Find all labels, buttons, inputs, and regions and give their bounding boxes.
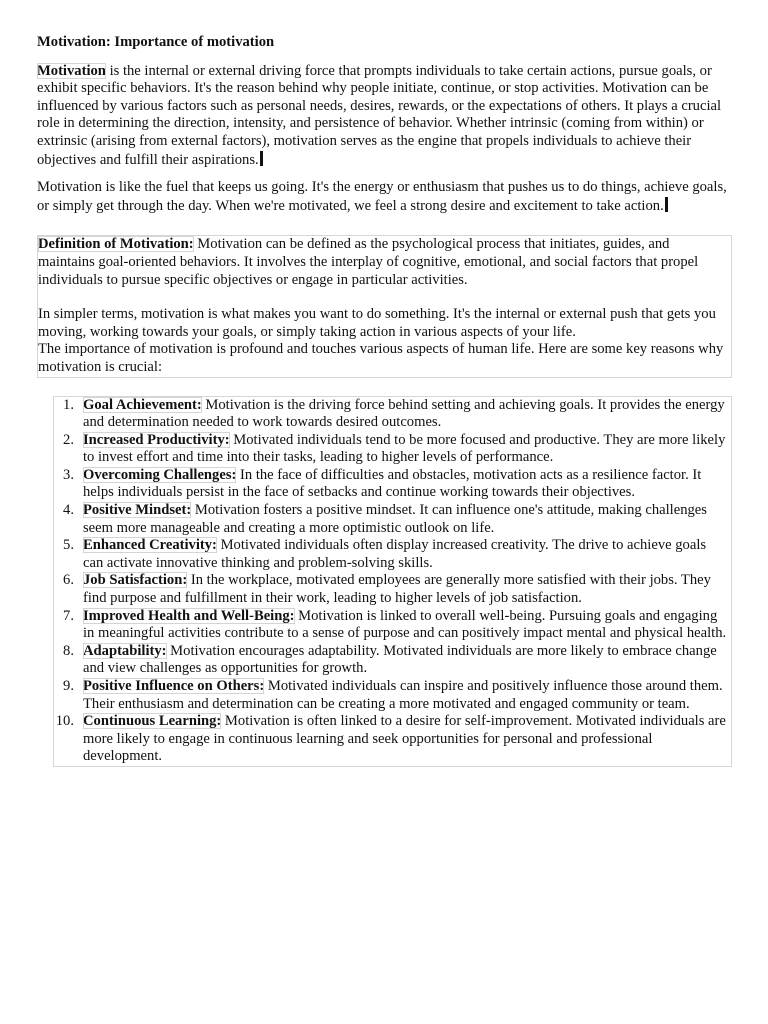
list-item-text: In the face of difficulties and obstacles, motivation acts as a resilience factor. It helps individuals persist in the face of setbacks and continue working towards their objectives. bbox=[83, 466, 702, 501]
list-item-label: Enhanced Creativity: bbox=[83, 537, 217, 554]
simpler-terms-paragraph: In simpler terms, motivation is what makes you want to do something. It's the internal or external push that gets you moving, working towards your goals, or simply taking action in various aspects of your life. bbox=[38, 306, 716, 340]
list-item bbox=[54, 537, 727, 572]
intro-paragraph[interactable] bbox=[37, 63, 732, 170]
list-item bbox=[54, 678, 727, 713]
list-item bbox=[54, 432, 727, 467]
reasons-list-block[interactable] bbox=[53, 396, 732, 767]
list-item-label: Overcoming Challenges: bbox=[83, 466, 237, 483]
list-item-number: 2. bbox=[63, 431, 74, 448]
list-item-label: Improved Health and Well-Being: bbox=[83, 607, 295, 624]
list-item-number: 8. bbox=[63, 642, 74, 659]
reasons-list bbox=[54, 397, 727, 766]
paragraph-spacer bbox=[38, 289, 729, 306]
list-item bbox=[54, 467, 727, 502]
list-item-label: Positive Mindset: bbox=[83, 502, 192, 519]
fuel-paragraph[interactable] bbox=[37, 179, 732, 215]
definition-text: Motivation can be defined as the psychological process that initiates, guides, and maintains goal-oriented behaviors. It involves the interplay of cognitive, emotional, and social factors that propel individuals to pursue specific objectives or engage in particular activities. bbox=[38, 236, 699, 288]
list-item-text: Motivation encourages adaptability. Motivated individuals are more likely to embrace change and view challenges as opportunities for growth. bbox=[83, 642, 717, 677]
definition-block[interactable] bbox=[37, 235, 732, 377]
list-item-number: 10. bbox=[55, 713, 74, 730]
importance-paragraph: The importance of motivation is profound and touches various aspects of human life. Here are some key reasons why motivation is crucial: bbox=[38, 341, 724, 375]
list-item-text: Motivated individuals can inspire and positively influence those around them. Their enthusiasm and determination can be creating a more motivated and engaged community or team. bbox=[83, 678, 723, 712]
list-item-text: Motivation is the driving force behind setting and achieving goals. It provides the energy and determination needed to work towards desired outcomes. bbox=[83, 396, 725, 431]
text-cursor bbox=[260, 151, 263, 166]
list-item-text: Motivation is often linked to a desire for self-improvement. Motivated individuals are more likely to engage in continuous learning and seek opportunities for personal and professional development. bbox=[83, 713, 726, 765]
list-item-text: In the workplace, motivated employees are generally more satisfied with their jobs. They find purpose and fulfillment in their work, leading to higher levels of job satisfaction. bbox=[83, 572, 711, 607]
list-item-number: 6. bbox=[63, 572, 74, 589]
list-item bbox=[54, 608, 727, 643]
list-item-label: Goal Achievement: bbox=[83, 396, 202, 413]
page-title: Motivation: Importance of motivation bbox=[37, 34, 275, 50]
list-item-number: 5. bbox=[63, 537, 74, 554]
list-item-label: Positive Influence on Others: bbox=[83, 678, 265, 694]
text-cursor bbox=[665, 197, 668, 212]
list-item-number: 9. bbox=[63, 678, 74, 694]
list-item-label: Job Satisfaction: bbox=[83, 572, 188, 589]
list-item-text: Motivated individuals often display increased creativity. The drive to achieve goals can activate innovative thinking and problem-solving skills. bbox=[83, 537, 707, 571]
list-item bbox=[54, 502, 727, 537]
list-item-label: Increased Productivity: bbox=[83, 431, 230, 448]
fuel-text: Motivation is like the fuel that keeps us going. It's the energy or enthusiasm that pushes us to do things, achieve goals, or simply get through the day. When we're motivated, we feel a strong desire and excitement to take action. bbox=[37, 179, 727, 214]
list-item-number: 4. bbox=[63, 502, 74, 519]
list-item-text: Motivated individuals tend to be more focused and productive. They are more likely to invest effort and time into their tasks, leading to higher levels of performance. bbox=[83, 431, 726, 466]
list-item-number: 1. bbox=[63, 396, 74, 413]
list-item bbox=[54, 643, 727, 678]
definition-label: Definition of Motivation: bbox=[38, 236, 194, 253]
intro-text: is the internal or external driving force that prompts individuals to take certain actions, pursue goals, or exhibit specific behaviors. It's the reason behind why people initiate, continue, or stop activities. Motivation can be influenced by various factors such as personal needs, desires, rewards, or the expectations of others. It plays a crucial role in determining the direction, intensity, and persistence of behavior. Whether intrinsic (coming from within) or extrinsic (arising from external factors), motivation serves as the engine that propels individuals to achieve their objectives and fulfill their aspirations. bbox=[37, 62, 722, 168]
list-item bbox=[54, 397, 727, 432]
intro-keyword: Motivation bbox=[37, 62, 106, 79]
definition-paragraph bbox=[38, 236, 729, 289]
list-item-number: 7. bbox=[63, 607, 74, 624]
list-item bbox=[54, 713, 727, 766]
list-item-text: Motivation fosters a positive mindset. It can influence one's attitude, making challenges seem more manageable and creating a more optimistic outlook on life. bbox=[83, 502, 707, 536]
list-item-text: Motivation is linked to overall well-being. Pursuing goals and engaging in meaningful activities contribute to a sense of purpose and can positively impact mental and physical health. bbox=[83, 607, 727, 642]
list-item-label: Continuous Learning: bbox=[83, 713, 222, 730]
list-item-number: 3. bbox=[63, 466, 74, 483]
list-item-label: Adaptability: bbox=[83, 642, 167, 659]
list-item bbox=[54, 572, 727, 607]
